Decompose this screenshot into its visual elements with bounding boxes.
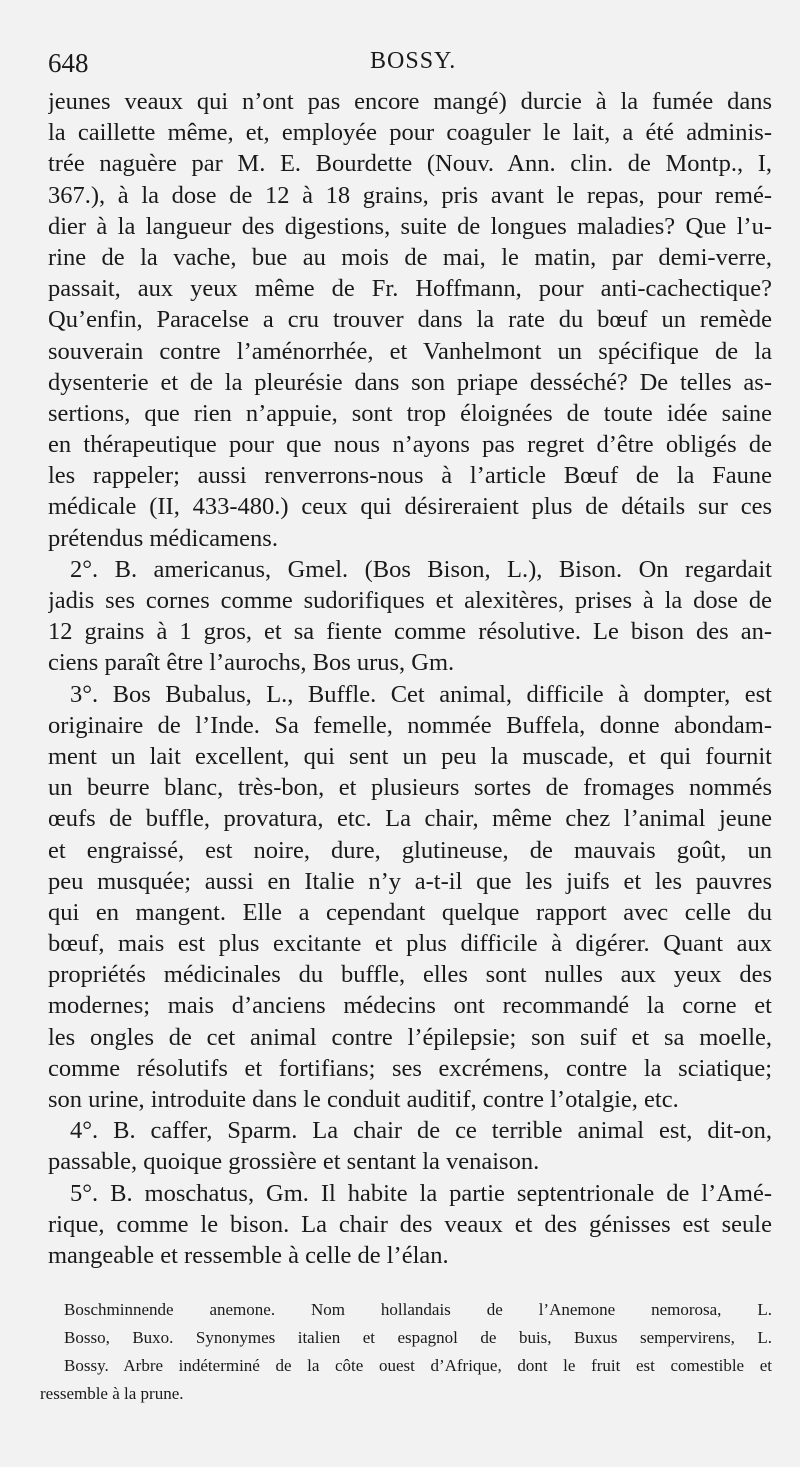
text-line: qui en mangent. Elle a cependant quelque rapport avec celle du (48, 898, 772, 926)
entry-line: ressemble à la prune. (40, 1384, 184, 1403)
text-line: comme résolutifs et fortifians; ses excrémens, contre la sciatique; (48, 1054, 772, 1082)
text-line: 3°. Bos Bubalus, L., Buffle. Cet animal, difficile à dompter, est (70, 680, 772, 708)
text-line: jeunes veaux qui n’ont pas encore mangé) durcie à la fumée dans (48, 88, 772, 115)
text-line: souverain contre l’aménorrhée, et Vanhelmont un spécifique de la (48, 337, 772, 365)
text-line: originaire de l’Inde. Sa femelle, nommée Buffela, donne abondam- (48, 711, 772, 739)
text-line: en thérapeutique pour que nous n’ayons pas regret d’être obligés de (48, 431, 772, 459)
text-line: rine de la vache, bue au mois de mai, le matin, par demi-verre, (48, 243, 772, 271)
entry-line: Bosso, Buxo. Synonymes italien et espagnol de buis, Buxus sempervirens, L. (64, 1328, 772, 1347)
text-line: passait, aux yeux même de Fr. Hoffmann, pour anti-cachectique? (48, 275, 772, 303)
text-line: les ongles de cet animal contre l’épilepsie; son suif et sa moelle, (48, 1023, 772, 1051)
text-line: Qu’enfin, Paracelse a cru trouver dans la rate du bœuf un remède (48, 306, 772, 334)
text-line: modernes; mais d’anciens médecins ont recommandé la corne et (48, 992, 772, 1020)
entry-line: Bossy. Arbre indéterminé de la côte ouest d’Afrique, dont le fruit est comestible et (64, 1356, 772, 1375)
text-line: 5°. B. moschatus, Gm. Il habite la partie septentrionale de l’Amé- (70, 1179, 772, 1207)
text-line: un beurre blanc, très-bon, et plusieurs sortes de fromages nommés (48, 774, 772, 802)
text-line: ment un lait excellent, qui sent un peu la muscade, et qui fournit (48, 742, 772, 770)
text-line: sertions, que rien n’appuie, sont trop éloignées de toute idée saine (48, 399, 772, 427)
text-line: 2°. B. americanus, Gmel. (Bos Bison, L.), Bison. On regardait (70, 555, 772, 583)
text-line: 4°. B. caffer, Sparm. La chair de ce terrible animal est, dit-on, (70, 1117, 772, 1145)
text-line: peu musquée; aussi en Italie n’y a-t-il que les juifs et les pauvres (48, 867, 772, 895)
text-line: trée naguère par M. E. Bourdette (Nouv. Ann. clin. de Montp., I, (48, 150, 772, 178)
text-line: mangeable et ressemble à celle de l’élan. (48, 1241, 449, 1269)
text-line: médicale (II, 433-480.) ceux qui désireraient plus de détails sur ces (48, 493, 772, 521)
text-line: la caillette même, et, employée pour coaguler le lait, a été adminis- (48, 119, 772, 147)
text-line: rique, comme le bison. La chair des veaux et des génisses est seule (48, 1210, 772, 1238)
text-line: dysenterie et de la pleurésie dans son priape desséché? De telles as- (48, 368, 772, 396)
text-line: 12 grains à 1 gros, et sa fiente comme résolutive. Le bison des an- (48, 618, 772, 646)
entry-line: Boschminnende anemone. Nom hollandais de l’Anemone nemorosa, L. (64, 1300, 772, 1319)
text-line: ciens paraît être l’aurochs, Bos urus, Gm. (48, 649, 455, 677)
main-text (48, 86, 772, 1271)
text-line: 367.), à la dose de 12 à 18 grains, pris avant le repas, pour remé- (48, 181, 772, 209)
text-line: passable, quoique grossière et sentant la venaison. (48, 1148, 540, 1176)
text-line: dier à la langueur des digestions, suite de longues maladies? Que l’u- (48, 212, 772, 240)
text-line: et engraissé, est noire, dure, glutineuse, de mauvais goût, un (48, 836, 772, 864)
running-head: BOSSY. (370, 48, 457, 74)
text-line: les rappeler; aussi renverrons-nous à l’article Bœuf de la Faune (48, 462, 772, 490)
page-number: 648 (48, 48, 89, 78)
text-line: son urine, introduite dans le conduit auditif, contre l’otalgie, etc. (48, 1086, 679, 1113)
page-header (48, 48, 768, 88)
text-line: prétendus médicamens. (48, 524, 278, 552)
text-line: œufs de buffle, provatura, etc. La chair, même chez l’animal jeune (48, 805, 772, 833)
text-line: propriétés médicinales du buffle, elles sont nulles aux yeux des (48, 961, 772, 989)
text-line: jadis ses cornes comme sudorifiques et alexitères, prises à la dose de (48, 587, 772, 614)
dictionary-entries (40, 1296, 772, 1408)
text-line: bœuf, mais est plus excitante et plus difficile à digérer. Quant aux (48, 930, 772, 958)
